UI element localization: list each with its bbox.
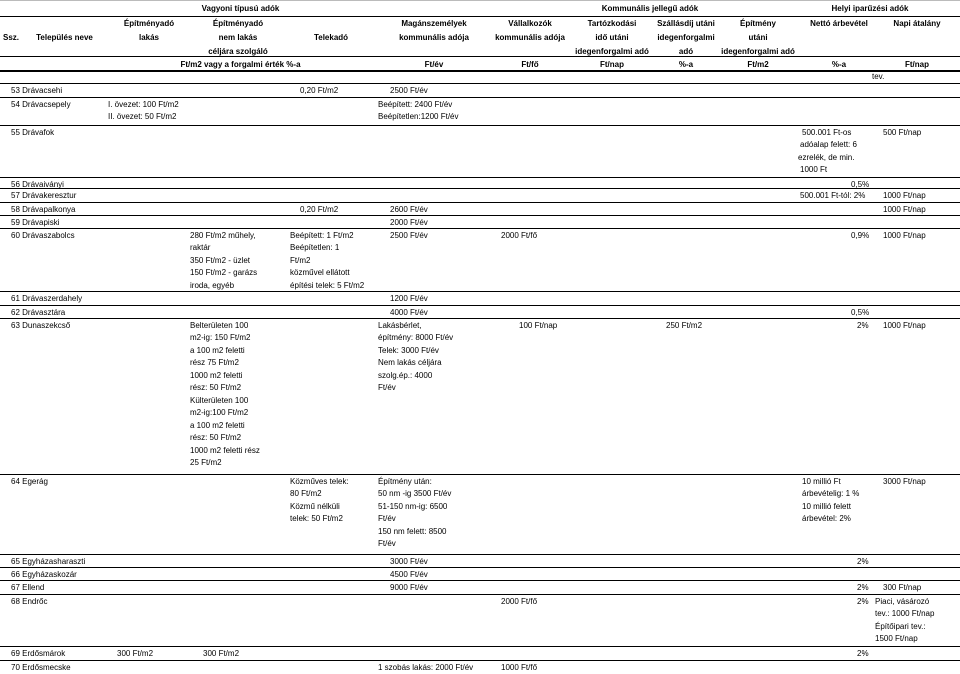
row-separator xyxy=(0,228,960,229)
row-separator xyxy=(0,291,960,292)
table-cell: 1000 Ft/nap xyxy=(883,204,926,214)
col-header-telepules: Település neve xyxy=(36,33,93,42)
table-cell: 4000 Ft/év xyxy=(390,307,428,317)
col-header-szallasdij: Szállásdíj utáni idegenforgalmi adó xyxy=(657,19,715,56)
table-cell: Építmény után: xyxy=(378,476,432,486)
table-cell: telek: 50 Ft/m2 xyxy=(290,514,343,523)
table-cell: 3000 Ft/év xyxy=(390,556,428,566)
table-cell: 0,20 Ft/m2 xyxy=(300,85,339,95)
table-cell: 0,5% xyxy=(851,307,870,317)
table-cell: rész: 50 Ft/m2 xyxy=(190,383,242,392)
table-cell: 58 Drávapalkonya xyxy=(11,204,76,214)
unit-ft-fo: Ft/fő xyxy=(521,60,539,69)
table-cell: 68 Endrőc xyxy=(11,596,48,606)
table-cell: 70 Erdősmecske xyxy=(11,662,71,672)
table-cell: ezrelék, de min. xyxy=(798,152,855,162)
table-cell: 53 Drávacsehi xyxy=(11,85,63,95)
unit-vagyoni: Ft/m2 vagy a forgalmi érték %-a xyxy=(180,60,301,69)
table-cell: Lakásbérlet, xyxy=(378,320,422,330)
table-cell: közművel ellátott xyxy=(290,268,350,277)
unit-ft-m2: Ft/m2 xyxy=(747,60,769,69)
table-cell: 4500 Ft/év xyxy=(390,569,428,579)
table-cell: Közmű nélküli xyxy=(290,501,340,511)
table-cell: 1000 Ft/fő xyxy=(501,662,538,672)
top-note: tev. xyxy=(872,72,885,81)
table-cell: Ft/év xyxy=(378,514,396,523)
table-cell: 1000 Ft/nap xyxy=(883,230,926,240)
group-header-vagyoni: Vagyoni típusú adók xyxy=(201,4,280,13)
table-cell: 500 Ft/nap xyxy=(883,127,922,137)
row-separator xyxy=(0,318,960,319)
table-cell: 2% xyxy=(857,320,869,330)
col-header-sorszam: Ssz. xyxy=(2,33,19,42)
group-header-helyi: Helyi iparűzési adók xyxy=(831,4,909,13)
unit-ft-nap-2: Ft/nap xyxy=(905,60,929,69)
table-cell: Beépítetlen: 1 xyxy=(290,243,340,252)
col-header-epitmeny-lakas: Építményadó lakás xyxy=(123,19,175,42)
table-cell: 1500 Ft/nap xyxy=(875,634,918,643)
table-cell: 2000 Ft/év xyxy=(390,217,428,227)
table-cell: 300 Ft/m2 xyxy=(203,648,240,658)
table-cell: a 100 m2 feletti xyxy=(190,420,245,430)
table-cell: Belterületen 100 xyxy=(190,320,249,330)
table-cell: 1000 Ft/nap xyxy=(883,320,926,330)
col-header-maganszemely: Magánszemélyek kommunális adója xyxy=(399,19,469,42)
table-cell: 0,9% xyxy=(851,230,870,240)
table-cell: szolg.ép.: 4000 xyxy=(378,370,433,380)
table-cell: 2% xyxy=(857,596,869,606)
table-cell: Telek: 3000 Ft/év xyxy=(378,345,439,355)
row-separator xyxy=(0,215,960,216)
table-cell: Beépített: 1 Ft/m2 xyxy=(290,230,354,240)
table-cell: 10 millió felett xyxy=(802,501,851,511)
table-cell: 2% xyxy=(857,582,869,592)
table-cell: 61 Drávaszerdahely xyxy=(11,293,83,303)
row-separator xyxy=(0,580,960,581)
table-cell: II. övezet: 50 Ft/m2 xyxy=(108,112,177,121)
table-cell: árbevétel: 2% xyxy=(802,514,851,523)
unit-ft-ev: Ft/év xyxy=(424,60,444,69)
table-cell: Piaci, vásározó xyxy=(875,596,930,606)
table-cell: Nem lakás céljára xyxy=(378,358,442,367)
table-cell: 2000 Ft/fő xyxy=(501,230,538,240)
row-separator xyxy=(0,202,960,203)
table-cell: építési telek: 5 Ft/m2 xyxy=(290,280,365,290)
table-cell: 1000 m2 feletti xyxy=(190,370,243,380)
table-cell: 280 Ft/m2 műhely, xyxy=(190,230,256,240)
row-separator xyxy=(0,594,960,595)
table-cell: Ft/m2 xyxy=(290,255,311,265)
table-cell: 0,20 Ft/m2 xyxy=(300,204,339,214)
table-cell: árbevételig: 1 % xyxy=(802,489,860,498)
table-cell: 1000 Ft xyxy=(800,165,828,174)
table-cell: 1000 Ft/nap xyxy=(883,190,926,200)
table-cell: rész: 50 Ft/m2 xyxy=(190,433,242,442)
col-header-netto: Nettó árbevétel xyxy=(810,19,868,28)
table-cell: I. övezet: 100 Ft/m2 xyxy=(108,99,179,109)
col-header-epitmeny-ig: Építmény utáni idegenforgalmi adó xyxy=(721,19,795,56)
unit-pct-2: %-a xyxy=(831,60,847,69)
table-cell: m2-ig: 150 Ft/m2 xyxy=(190,333,251,342)
col-header-vallalkozok: Vállalkozók kommunális adója xyxy=(495,19,565,42)
table-cell: 80 Ft/m2 xyxy=(290,489,322,498)
table-cell: 51-150 nm-ig: 6500 xyxy=(378,501,448,511)
table-cell: 100 Ft/nap xyxy=(519,320,558,330)
table-cell: 50 nm -ig 3500 Ft/év xyxy=(378,489,452,498)
table-cell: 54 Drávacsepely xyxy=(11,99,71,109)
row-separator xyxy=(0,83,960,84)
table-cell: iroda, egyéb xyxy=(190,280,235,290)
table-cell: 62 Drávasztára xyxy=(11,307,66,317)
table-cell: 69 Erdősmárok xyxy=(11,648,66,658)
row-separator xyxy=(0,660,960,661)
unit-pct-1: %-a xyxy=(678,60,694,69)
col-header-tartozkodasi: Tartózkodási idő utáni idegenforgalmi adó xyxy=(575,19,649,56)
row-separator xyxy=(0,177,960,178)
table-cell: 56 Drávaiványi xyxy=(11,179,64,189)
table-cell: 67 Ellend xyxy=(11,582,45,592)
row-separator xyxy=(0,554,960,555)
table-cell: Beépítetlen:1200 Ft/év xyxy=(378,112,459,121)
table-cell: rész 75 Ft/m2 xyxy=(190,358,239,367)
table-cell: 300 Ft/nap xyxy=(883,582,922,592)
table-cell: Külterületen 100 xyxy=(190,395,249,405)
group-header-kommunalis: Kommunális jellegű adók xyxy=(601,4,699,13)
table-cell: 57 Drávakeresztur xyxy=(11,190,77,200)
col-header-epitmeny-nem-lakas: Építményadó nem lakás céljára szolgáló xyxy=(208,19,268,56)
table-cell: a 100 m2 feletti xyxy=(190,345,245,355)
table-cell: 2500 Ft/év xyxy=(390,230,428,240)
table-cell: 1 szobás lakás: 2000 Ft/év xyxy=(378,662,474,672)
table-cell: 0,5% xyxy=(851,179,870,189)
table-cell: m2-ig:100 Ft/m2 xyxy=(190,408,249,417)
table-cell: 66 Egyházaskozár xyxy=(11,569,77,579)
table-cell: 250 Ft/m2 xyxy=(666,320,703,330)
row-separator xyxy=(0,305,960,306)
table-cell: 65 Egyházasharaszti xyxy=(11,556,86,566)
table-cell: 60 Drávaszabolcs xyxy=(11,230,75,240)
table-cell: 55 Drávafok xyxy=(11,127,55,137)
table-cell: 2500 Ft/év xyxy=(390,85,428,95)
table-cell: 150 Ft/m2 - garázs xyxy=(190,268,258,277)
table-cell: Beépített: 2400 Ft/év xyxy=(378,99,453,109)
table-cell: raktár xyxy=(190,243,211,252)
table-cell: 300 Ft/m2 xyxy=(117,648,154,658)
unit-ft-nap-1: Ft/nap xyxy=(600,60,624,69)
table-cell: 2600 Ft/év xyxy=(390,204,428,214)
table-cell: 2% xyxy=(857,648,869,658)
table-cell: 3000 Ft/nap xyxy=(883,476,926,486)
table-cell: 9000 Ft/év xyxy=(390,582,428,592)
table-cell: 10 millió Ft xyxy=(802,476,841,486)
table-cell: 59 Drávapiski xyxy=(11,217,60,227)
table-cell: 350 Ft/m2 - üzlet xyxy=(190,255,251,265)
col-header-telekado: Telekadó xyxy=(313,33,349,42)
table-cell: 63 Dunaszekcső xyxy=(11,320,71,330)
table-cell: Ft/év xyxy=(378,383,396,392)
table-cell: adóalap felett: 6 xyxy=(800,140,857,149)
table-cell: 64 Egerág xyxy=(11,476,48,486)
table-cell: tev.: 1000 Ft/nap xyxy=(875,609,935,618)
table-cell: 2% xyxy=(857,556,869,566)
table-cell: 25 Ft/m2 xyxy=(190,458,222,467)
table-cell: Közműves telek: xyxy=(290,476,349,486)
table-cell: Építőipari tev.: xyxy=(875,621,926,631)
table-cell: Ft/év xyxy=(378,539,396,548)
col-header-napi: Napi átalány xyxy=(893,19,941,28)
row-separator xyxy=(0,567,960,568)
table-cell: 1000 m2 feletti rész xyxy=(190,445,260,455)
table-cell: építmény: 8000 Ft/év xyxy=(378,333,454,342)
table-cell: 1200 Ft/év xyxy=(390,293,428,303)
table-cell: 500.001 Ft-tól: 2% xyxy=(800,190,866,200)
table-cell: 2000 Ft/fő xyxy=(501,596,538,606)
table-cell: 150 nm felett: 8500 xyxy=(378,526,447,536)
table-cell: 500.001 Ft-os xyxy=(802,127,852,137)
